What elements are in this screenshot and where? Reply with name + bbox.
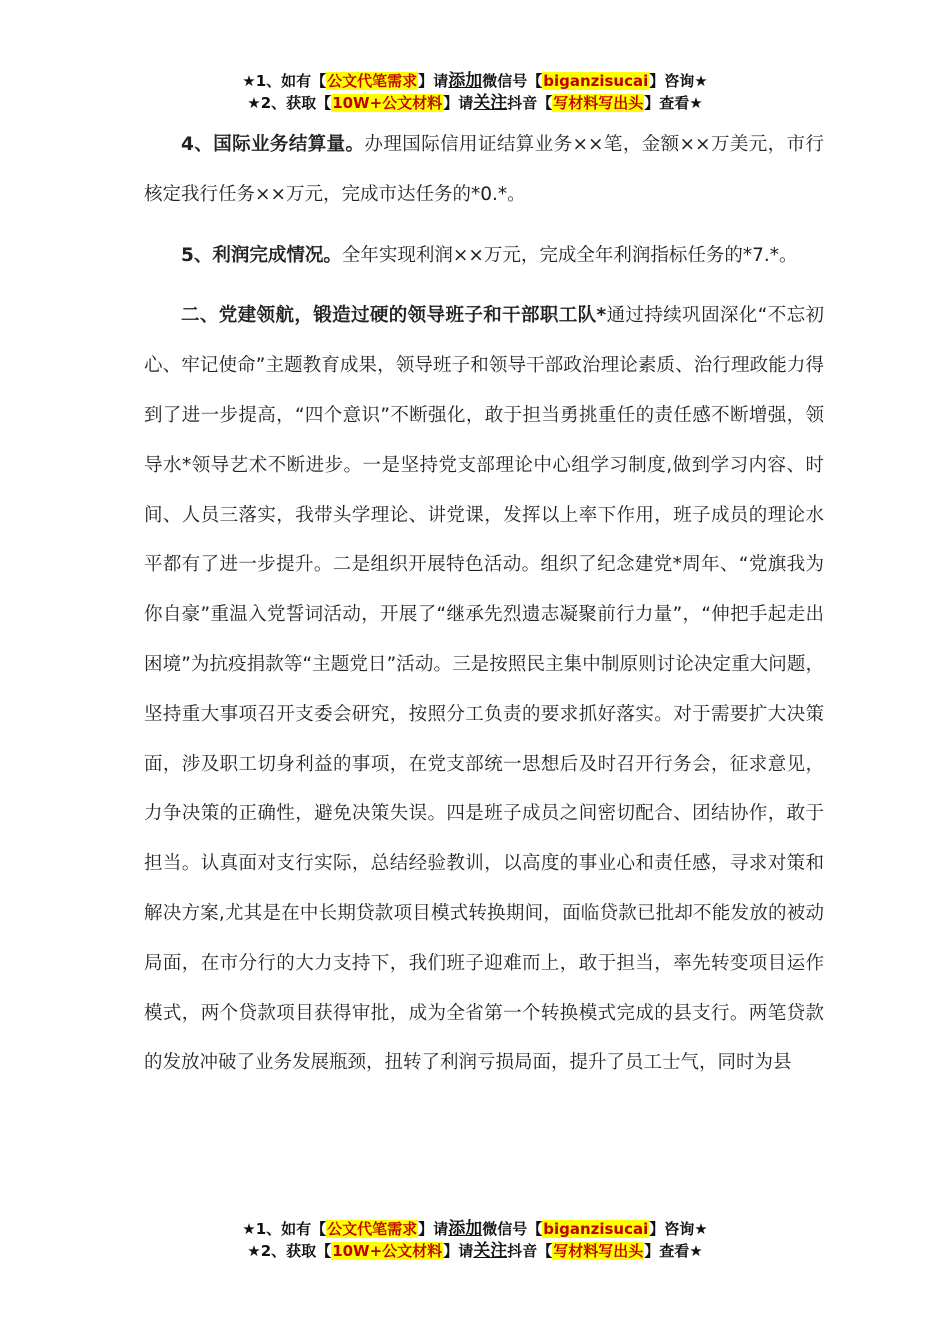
douyin-id: 写材料写出头 [553,94,644,112]
highlight-text: 公文代笔需求 [327,1220,418,1238]
banner-text: 微信号【 [482,72,543,90]
banner-text: 】请 [418,72,449,90]
banner-text: 抖音【 [507,1242,553,1260]
paragraph-international-settlement [144,120,824,220]
document-body [144,120,824,1088]
banner-text: 】查看★ [644,94,703,112]
banner-text: 】请 [443,1242,474,1260]
banner-text: 抖音【 [507,94,553,112]
highlight-text: 10W+公文材料 [332,94,443,112]
paragraph-profit [144,231,824,281]
banner-text: ★2、获取【 [247,94,332,112]
section-heading: 二、党建领航，锻造过硬的领导班子和干部职工队* [181,305,607,327]
wechat-id: biganzisucai [543,72,649,90]
paragraph-heading: 4、国际业务结算量。 [181,134,365,155]
paragraph-text: 通过持续巩固深化“不忘初心、牢记使命”主题教育成果，领导班子和领导干部政治理论素质、治行理政能力得到了进一步提高，“四个意识”不断强化，敢于担当勇挑重任的责任感不断增强，领导水*领导艺术不断进步。一是坚持党支部理论中心组学习制度,做到学习内容、时间、人员三落实，我带头学理论、讲党课，发挥以上率下作用，班子成员的理论水平都有了进一步提升。二是组织开展特色活动。组织了纪念建党*周年、“党旗我为你自豪”重温入党誓词活动，开展了“继承先烈遗志凝聚前行力量”，“伸把手起走出困境”为抗疫捐款等“主题党日”活动。三是按照民主集中制原则讨论决定重大问题，坚持重大事项召开支委会研究，按照分工负责的要求抓好落实。对于需要扩大决策面，涉及职工切身利益的事项，在党支部统一思想后及时召开行务会，征求意见，力争决策的正确性，避免决策失误。四是班子成员之间密切配合、团结协作，敢于担当。认真面对支行实际，总结经验教训，以高度的事业心和责任感，寻求对策和解决方案,尤其是在中长期贷款项目模式转换期间，面临贷款已批却不能发放的被动局面，在市分行的大力支持下，我们班子迎难而上，敢于担当，率先转变项目运作模式，两个贷款项目获得审批，成为全省第一个转换模式完成的县支行。两笔贷款的发放冲破了业务发展瓶颈，扭转了利润亏损局面，提升了员工士气，同时为县 [144,305,824,1074]
paragraph-text: 办理国际信用证结算业务××笔，金额××万美元，市行核定我行任务××万元，完成市达任务的*0.*。 [144,134,825,205]
banner-text: 】查看★ [644,1242,703,1260]
header-banner [0,70,950,114]
paragraph-heading: 5、利润完成情况。 [181,244,342,266]
highlight-text: 10W+公文材料 [332,1242,443,1260]
emphasis-text: 添加 [448,71,483,91]
paragraph-text: 全年实现利润××万元，完成全年利润指标任务的*7.*。 [341,244,798,266]
highlight-text: 公文代笔需求 [327,72,418,90]
banner-text: ★1、如有【 [242,72,327,90]
banner-text: 微信号【 [482,1220,543,1238]
emphasis-text: 关注 [473,1241,508,1261]
emphasis-text: 添加 [448,1219,483,1239]
banner-line-2 [0,1240,950,1262]
wechat-id: biganzisucai [543,1220,649,1238]
emphasis-text: 关注 [473,93,508,113]
banner-line-2 [0,92,950,114]
banner-line-1 [0,1218,950,1240]
banner-text: 】咨询★ [649,72,708,90]
banner-line-1 [0,70,950,92]
banner-text: 】请 [443,94,474,112]
banner-text: ★1、如有【 [242,1220,327,1238]
paragraph-party-building [144,291,824,1088]
douyin-id: 写材料写出头 [553,1242,644,1260]
footer-banner [0,1218,950,1262]
banner-text: 】咨询★ [649,1220,708,1238]
banner-text: 】请 [418,1220,449,1238]
banner-text: ★2、获取【 [247,1242,332,1260]
